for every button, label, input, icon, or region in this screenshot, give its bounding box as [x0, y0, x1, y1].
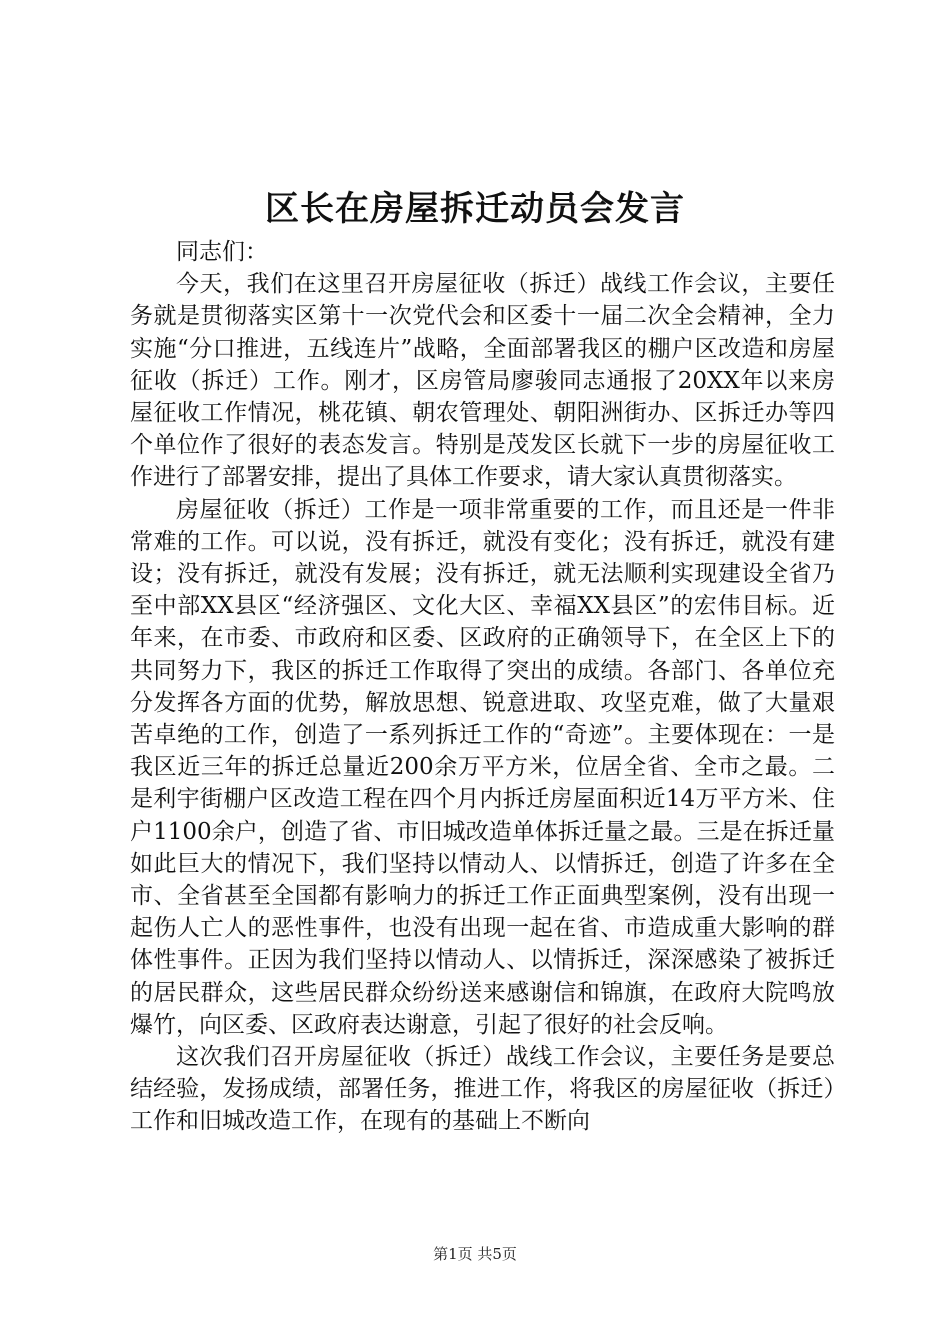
- page-number-footer: 第1页 共5页: [433, 1245, 517, 1263]
- paragraph: 这次我们召开房屋征收（拆迁）战线工作会议，主要任务是要总结经验，发扬成绩，部署任务，推进工作，将我区的房屋征收（拆迁）工作和旧城改造工作，在现有的基础上不断向: [130, 1044, 835, 1135]
- document-title: 区长在房屋拆迁动员会发言: [265, 189, 685, 229]
- salutation: 同志们：: [176, 239, 268, 265]
- paragraph: 房屋征收（拆迁）工作是一项非常重要的工作，而且还是一件非常难的工作。可以说，没有拆迁，就没有变化；没有拆迁，就没有建设；没有拆迁，就没有发展；没有拆迁，就无法顺利实现建设全省乃至中部XX县区“经济强区、文化大区、幸福XX县区”的宏伟目标。近年来，在市委、市政府和区委、区政府的正确领导下，在全区上下的共同努力下，我区的拆迁工作取得了突出的成绩。各部门、各单位充分发挥各方面的优势，解放思想、锐意进取、攻坚克难，做了大量艰苦卓绝的工作，创造了一系列拆迁工作的“奇迹”。主要体现在：一是我区近三年的拆迁总量近200余万平方米，位居全省、全市之最。二是利宇街棚户区改造工程在四个月内拆迁房屋面积近14万平方米、住户1100余户，创造了省、市旧城改造单体拆迁量之最。三是在拆迁量如此巨大的情况下，我们坚持以情动人、以情拆迁，创造了许多在全市、全省甚至全国都有影响力的拆迁工作正面典型案例，没有出现一起伤人亡人的恶性事件，也没有出现一起在省、市造成重大影响的群体性事件。正因为我们坚持以情动人、以情拆迁，深深感染了被拆迁的居民群众，这些居民群众纷纷送来感谢信和锦旗，在政府大院鸣放爆竹，向区委、区政府表达谢意，引起了很好的社会反响。: [130, 496, 835, 1038]
- document-body: [130, 236, 835, 1138]
- paragraph: 今天，我们在这里召开房屋征收（拆迁）战线工作会议，主要任务就是贯彻落实区第十一次党代会和区委十一届二次全会精神，全力实施“分口推进，五线连片”战略，全面部署我区的棚户区改造和房屋征收（拆迁）工作。刚才，区房管局廖骏同志通报了20XX年以来房屋征收工作情况，桃花镇、朝农管理处、朝阳洲街办、区拆迁办等四个单位作了很好的表态发言。特别是茂发区长就下一步的房屋征收工作进行了部署安排，提出了具体工作要求，请大家认真贯彻落实。: [130, 271, 835, 491]
